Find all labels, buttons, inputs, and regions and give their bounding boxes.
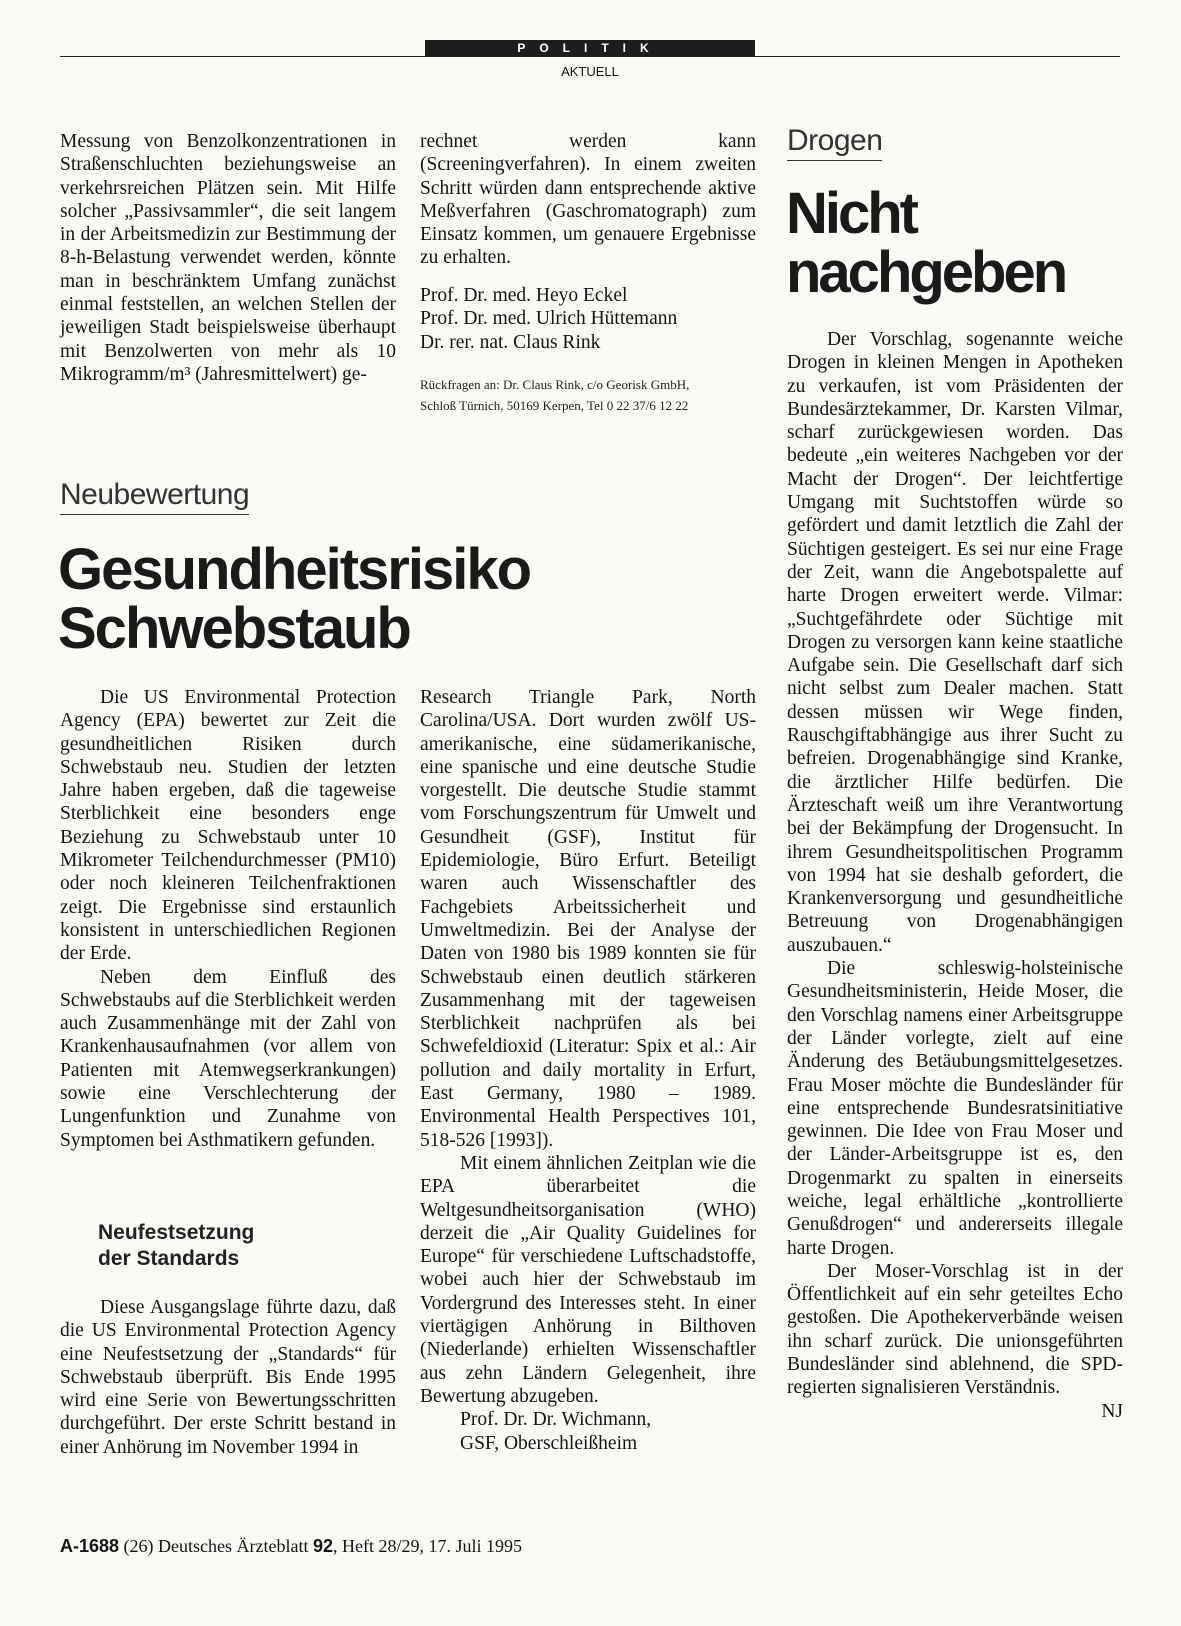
contact-note: Rückfragen an: Dr. Claus Rink, c/o Georisk GmbH, Schloß Türnich, 50169 Kerpen, Tel 0 22 37/6 12 22 [420,377,690,413]
article-signature: Prof. Dr. Dr. Wichmann, GSF, Oberschleißheim [460,1409,652,1454]
section-label: POLITIK [425,40,755,57]
article-kicker: Drogen [787,124,882,161]
continued-text-col2: rechnet werden kann (Screeningverfahren). In einem zweiten Schritt würden dann entsprechende aktive Meßverfahren (Gaschromatograph) zum Einsatz kommen, um genauere Ergebnisse zu erhalten. [420,131,756,269]
article-signature: NJ [1101,1400,1123,1422]
article-body-col2: Research Triangle Park, North Carolina/USA. Dort wurden zwölf US-amerikanische, eine südamerikanische, eine spanische und eine deutsche Studie vorgestellt. Die deutsche Studie stammt vom Forschungszentrum für Umwelt und Gesundheit (GSF), Institut für Epidemiologie, Büro Erfurt. Beteiligt waren auch Wissenschaftler des Fachgebiets Arbeitssicherheit und Umweltmedizin. Bei der Analyse der Daten von 1980 bis 1989 konnten sie für Schwebstaub einen deutlich stärkeren Zusammenhang mit der tageweisen Sterblichkeit nachprüfen als bei Schwefeldioxid (Literatur: Spix et al.: Air pollution and daily mortality in Erfurt, East Germany, 1980 – 1989. Environmental Health Perspectives 101, 518-526 [1993]). Mit einem ähnlichen Zeitplan wie die EPA überarbeitet die Weltgesundheitsorganisation (WHO) derzeit die „Air Quality Guidelines for Europe“ für verschiedene Luftschadstoffe, wobei auch hier der Schwebstaub im Vordergrund des Interesses steht. In einer viertägigen Anhörung in Bilthoven (Niederlande) erhielten Wissenschaftler aus zehn Ländern Gelegenheit, ihre Bewertung abzugeben. Prof. Dr. Dr. Wichmann, GSF, Oberschleißheim [420,687,756,1454]
article-headline: Gesundheitsrisiko Schwebstaub [58,537,531,662]
article-kicker: Neubewertung [60,478,249,515]
page-footer: A-1688 (26) Deutsches Ärzteblatt 92, Heft 28/29, 17. Juli 1995 [60,1536,523,1556]
continued-text-col1: Messung von Benzolkonzentrationen in Straßenschluchten beziehungsweise an verkehrsreichen Plätzen sein. Mit Hilfe solcher „Passivsammler“, die seit langem in der Arbeitsmedizin zur Bestimmung der 8-h-Belastung verwendet werden, könnte man in beschränktem Umfang zunächst einmal feststellen, an welchen Stellen der jeweiligen Stadt beispielsweise überhaupt mit Benzolwerten von mehr als 10 Mikrogramm/m³ (Jahresmittelwert) ge- [60,131,396,385]
article-body-col3: Der Vorschlag, sogenannte weiche Drogen in kleinen Mengen in Apotheken zu verkaufen, ist vom Präsidenten der Bundesärztekammer, Dr. Karsten Vilmar, scharf zurückgewiesen worden. Das bedeute „ein weiteres Nachgeben vor der Macht der Drogen“. Der leichtfertige Umgang mit Suchtstoffen würde so gefördert und damit letztlich die Zahl der Süchtigen gesteigert. Es sei nur eine Frage der Zeit, wann die Angebotspalette auf harte Drogen erweitert werde. Vilmar: „Suchtgefährdete oder Süchtige mit Drogen zu versorgen kann keine staatliche Aufgabe sein. Die Gesellschaft darf sich nicht selbst zum Dealer machen. Statt dessen müssen wir Wege finden, Rauschgiftabhängige aus ihrer Sucht zu befreien. Drogenabhängige sind Kranke, die ärztlicher Hilfe bedürfen. Die Ärzteschaft weiß um ihre Verantwortung bei der Bekämpfung der Drogensucht. In ihrem Gesundheitspolitischen Programm von 1994 hat sie deshalb gefordert, die Krankenversorgung und gesundheitliche Betreuung von Drogenabhängigen auszubauen.“ Die schleswig-holsteinische Gesundheitsministerin, Heide Moser, die den Vorschlag namens einer Arbeitsgruppe der Länder vorlegte, zielt auf eine Änderung des Betäubungsmittelgesetzes. Frau Moser möchte die Bundesländer für eine entsprechende Bundesratsinitiative gewinnen. Die Idee von Frau Moser und der Länder-Arbeitsgruppe ist es, den Drogenmarkt zu spalten in einerseits weiche, legal erhältliche „kontrollierte Genußdrogen“ und andererseits illegale harte Drogen. Der Moser-Vorschlag ist in der Öffentlichkeit auf ein sehr geteiltes Echo gestoßen. Die Apothekerverbände weisen ihn scharf zurück. Die unionsgeführten Bundesländer sind ablehnend, die SPD-regierten signalisieren Verständnis. NJ [787,329,1123,1422]
subsection-label: AKTUELL [561,64,619,79]
authors-block: Prof. Dr. med. Heyo Eckel Prof. Dr. med. Ulrich Hüttemann Dr. rer. nat. Claus Rink [420,285,678,353]
article-headline: Nicht nachgeben [786,181,1066,306]
article-body-col1-after: Diese Ausgangslage führte dazu, daß die US Environmental Protection Agency eine Neufestsetzung der „Standards“ für Schwebstaub überprüft. Bis Ende 1995 wird eine Serie von Bewertungsschritten durchgeführt. Der erste Schritt bestand in einer Anhörung im November 1994 in [60,1297,396,1458]
subheading: Neufestsetzung der Standards [98,1221,255,1270]
article-body-col1: Die US Environmental Protection Agency (EPA) bewertet zur Zeit die gesundheitlichen Risiken durch Schwebstaub neu. Studien der letzten Jahre haben ergeben, daß die tageweise Sterblichkeit eine besonders enge Beziehung zu Schwebstaub unter 10 Mikrometer Teilchendurchmesser (PM10) oder noch kleineren Teilchenfraktionen zeigt. Die Ergebnisse sind erstaunlich konsistent in unterschiedlichen Regionen der Erde. Neben dem Einfluß des Schwebstaubs auf die Sterblichkeit werden auch Zusammenhänge mit der Zahl von Krankenhausaufnahmen (vor allem von Patienten mit Atemwegserkrankungen) sowie eine Verschlechterung der Lungenfunktion und Zunahme von Symptomen bei Asthmatikern gefunden. [60,687,396,1151]
